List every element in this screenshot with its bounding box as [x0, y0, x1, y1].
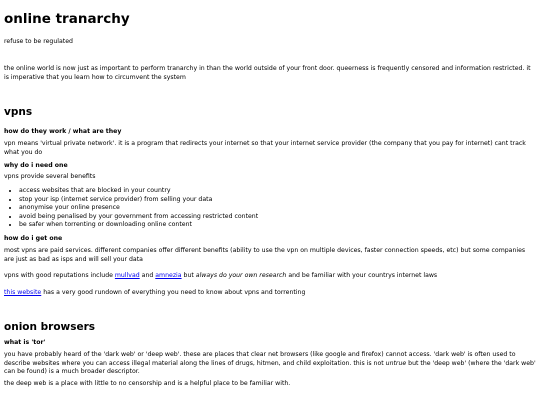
list-item: • be safer when torrenting or downloading online content: [19, 221, 536, 229]
list-item: • stop your isp (internet service provider) from selling your data: [19, 196, 536, 204]
vpn-website-link[interactable]: this website: [4, 288, 42, 296]
vpn-benefits-list: [4, 187, 536, 229]
tor-text-part-b: but the 'deep web' (where the 'dark web' can be found) is a much broader descriptor.: [4, 359, 536, 375]
vpn-definition-paragraph: vpn means 'virtual private network'. it is a program that redirects your internet so that your internet service provider (the company that you pay for internet) cant track what you do: [4, 140, 526, 156]
page-subtitle: refuse to be regulated: [4, 38, 73, 45]
list-item: • access websites that are blocked in your country: [19, 187, 536, 195]
intro-paragraph: the online world is now just as important to perform tranarchy in than the world outside of your front door. queerness is frequently censored and information restricted. it is imperative that you learn how to circumvent the system: [4, 65, 531, 81]
section-heading-onion-browsers: onion browsers: [4, 321, 96, 334]
amnezia-link[interactable]: amnezia: [155, 272, 182, 280]
untrue-emphasis: untrue: [385, 359, 407, 367]
recommendation-but: but: [181, 272, 196, 280]
section-heading-vpns: vpns: [4, 106, 33, 119]
vpn-resource-paragraph: [4, 289, 536, 297]
vpn-resource-suffix: has a very good rundown of everything you need to know about vpns and torrenting: [41, 288, 306, 296]
recommendation-and: and: [139, 272, 156, 280]
list-item: • anonymise your online presence: [19, 204, 536, 212]
subheading-why-need-vpn: why do i need one: [4, 162, 68, 170]
tor-text-part-a: you have probably heard of the 'dark web' or 'deep web'. these are places that clear net browsers (like google and firefox) cannot access. 'dark web' is often used to describe websites where you can access illegal material along the lines of drugs, hitmen, and child exploitation. this is not: [4, 351, 516, 367]
list-item: • avoid being penalised by your government from accessing restricted content: [19, 213, 536, 221]
tor-paragraph-dark-web: [4, 351, 536, 376]
recommendation-suffix: and be familiar with your countrys internet laws: [286, 272, 438, 280]
recommendation-prefix: vpns with good reputations include: [4, 272, 115, 280]
vpn-providers-paragraph: most vpns are paid services. different companies offer different benefits (ability to use the vpn on multiple devices, faster connection speeds, etc) but some companies are just as bad as isps and will sell your data: [4, 247, 526, 263]
mullvad-link[interactable]: mullvad: [114, 272, 140, 280]
vpn-benefits-intro: vpns provide several benefits: [4, 173, 96, 181]
vpn-recommendations-paragraph: [4, 272, 536, 280]
research-emphasis: always do your own research: [195, 272, 287, 280]
subheading-how-get-vpn: how do i get one: [4, 235, 63, 243]
subheading-how-vpns-work: how do they work / what are they: [4, 128, 122, 136]
page-title: online tranarchy: [4, 11, 130, 27]
subheading-what-is-tor: what is 'tor': [4, 339, 46, 347]
tor-paragraph-deep-web: the deep web is a place with little to no censorship and is a helpful place to be familiar with.: [4, 380, 291, 388]
